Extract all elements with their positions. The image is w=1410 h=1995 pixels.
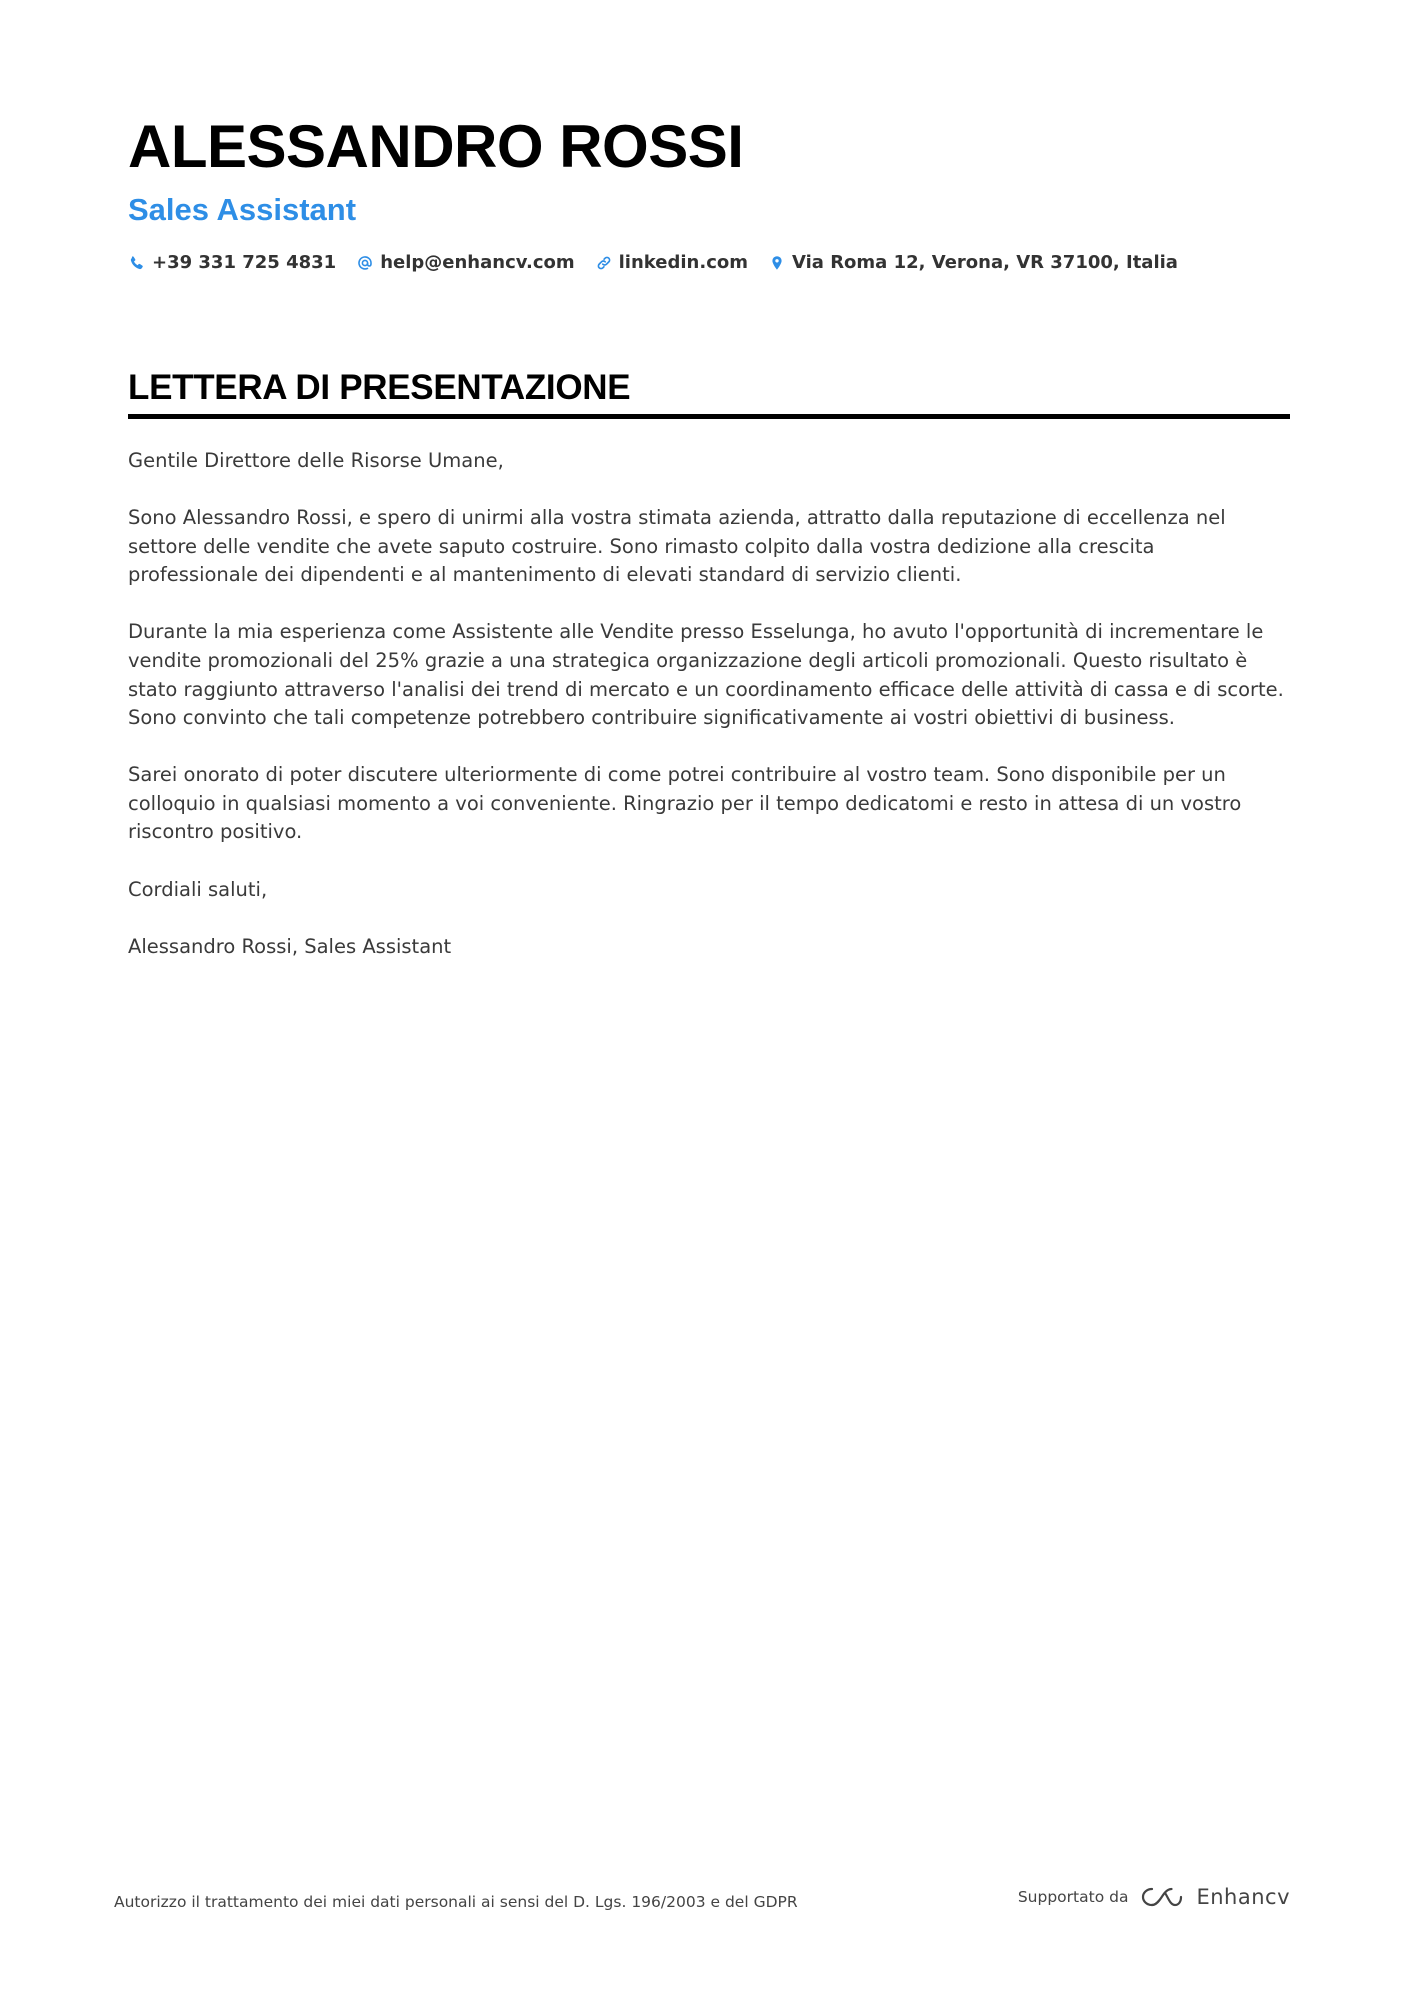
header bbox=[128, 112, 1288, 273]
powered-by[interactable] bbox=[1018, 1884, 1290, 1910]
privacy-note: Autorizzo il trattamento dei miei dati personali ai sensi del D. Lgs. 196/2003 e del GDPR bbox=[114, 1893, 798, 1911]
letter-salutation: Gentile Direttore delle Risorse Umane, bbox=[128, 449, 504, 472]
contact-email[interactable] bbox=[356, 252, 574, 273]
contact-email-text: help@enhancv.com bbox=[380, 252, 575, 273]
contact-address bbox=[768, 252, 1178, 273]
enhancv-logo-icon bbox=[1138, 1884, 1186, 1910]
contact-linkedin-text: linkedin.com bbox=[618, 252, 748, 273]
phone-icon bbox=[128, 254, 146, 272]
contact-phone-text: +39 331 725 4831 bbox=[152, 252, 337, 273]
section-title: LETTERA DI PRESENTAZIONE bbox=[128, 366, 1290, 419]
contact-linkedin[interactable] bbox=[595, 252, 748, 273]
letter-closing: Cordiali saluti, bbox=[128, 877, 268, 901]
brand-name: Enhancv bbox=[1196, 1885, 1290, 1909]
supported-by-label: Supportato da bbox=[1017, 1888, 1129, 1906]
contact-phone[interactable] bbox=[128, 252, 336, 273]
letter-paragraph: Sarei onorato di poter discutere ulteriormente di come potrei contribuire al vostro team. Sono disponibile per un colloquio in qualsiasi momento a voi conveniente. Ringrazio per il tempo dedicatomi e resto in attesa di un vostro riscontro positivo. bbox=[128, 763, 1242, 844]
letter-paragraph: Durante la mia esperienza come Assistente alle Vendite presso Esselunga, ho avuto l'opportunità di incrementare le vendite promozionali del 25% grazie a una strategica organizzazione degli articoli promozionali. Questo risultato è stato raggiunto attraverso l'analisi dei trend di mercato e un coordinamento efficace delle attività di cassa e di scorte. Sono convinto che tali competenze potrebbero contribuire significativamente ai vostri obiettivi di business. bbox=[128, 620, 1284, 730]
job-title: Sales Assistant bbox=[128, 192, 357, 227]
location-pin-icon bbox=[768, 254, 786, 272]
candidate-name: ALESSANDRO ROSSI bbox=[128, 113, 744, 180]
contact-bar bbox=[128, 252, 1288, 273]
contact-address-text: Via Roma 12, Verona, VR 37100, Italia bbox=[792, 252, 1178, 273]
link-icon bbox=[595, 254, 613, 272]
letter-signature: Alessandro Rossi, Sales Assistant bbox=[128, 934, 452, 958]
letter-body bbox=[128, 447, 1290, 961]
letter-paragraph: Sono Alessandro Rossi, e spero di unirmi alla vostra stimata azienda, attratto dalla reputazione di eccellenza nel settore delle vendite che avete saputo costruire. Sono rimasto colpito dalla vostra dedizione alla crescita professionale dei dipendenti e al mantenimento di elevati standard di servizio clienti. bbox=[128, 506, 1226, 587]
cover-letter-section bbox=[128, 366, 1290, 990]
at-icon bbox=[356, 254, 374, 272]
